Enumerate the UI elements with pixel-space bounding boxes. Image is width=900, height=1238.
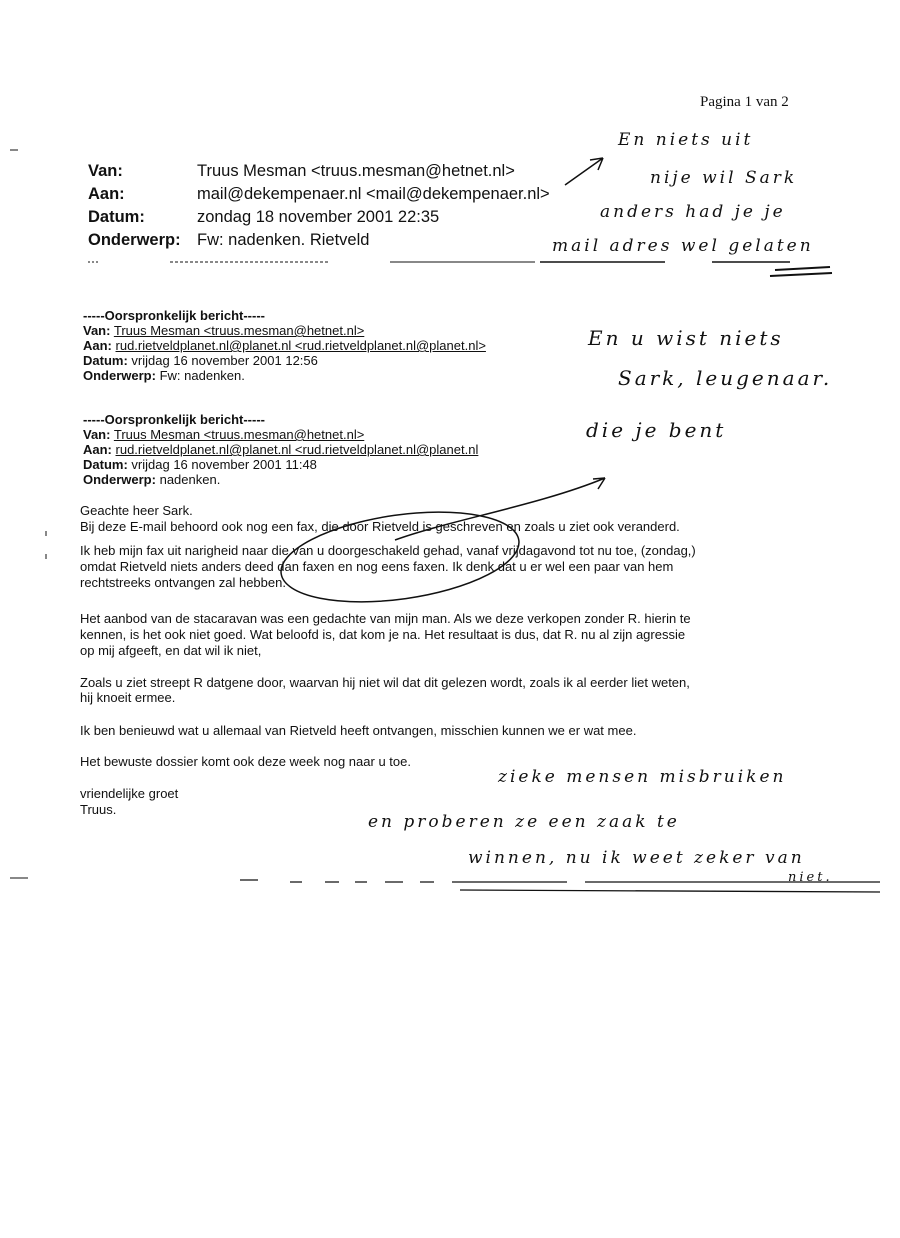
underline-mark xyxy=(775,267,830,270)
scan-line xyxy=(460,890,880,892)
body-line: kennen, is het ook niet goed. Wat beloofd is, dat kom je na. Het resultaat is dus, dat R. nu al zijn agressie xyxy=(80,627,686,642)
body-line: Bij deze E-mail behoord ook nog een fax, die door Rietveld is geschreven en zoals u ziet ook veranderd. xyxy=(80,519,680,534)
body-line: omdat Rietveld niets anders deed dan faxen en nog eens faxen. Ik denk dat u er wel een paar van hem xyxy=(80,559,674,574)
subject-value: nadenken. xyxy=(159,472,221,487)
to-value: rud.rietveldplanet.nl@planet.nl <rud.rietveldplanet.nl@planet.nl xyxy=(115,442,479,457)
subject-value: Fw: nadenken. Rietveld xyxy=(197,231,370,249)
to-label: Aan: xyxy=(88,185,125,203)
underline-mark xyxy=(770,273,832,276)
from-value: Truus Mesman <truus.mesman@hetnet.nl> xyxy=(113,323,365,338)
body-line: hij knoeit ermee. xyxy=(80,690,176,705)
to-value: rud.rietveldplanet.nl@planet.nl <rud.rietveldplanet.nl@planet.nl> xyxy=(115,338,486,353)
handwritten-note: en proberen ze een zaak te xyxy=(368,812,680,832)
date-label: Datum: xyxy=(83,457,128,472)
subject-label: Onderwerp: xyxy=(88,231,181,249)
body-line: vriendelijke groet xyxy=(80,786,179,801)
body-line: Ik ben benieuwd wat u allemaal van Rietveld heeft ontvangen, misschien kunnen we er wat mee. xyxy=(80,723,637,738)
forward-title: -----Oorspronkelijk bericht----- xyxy=(83,308,265,323)
date-label: Datum: xyxy=(88,208,145,226)
body-line: Het aanbod van de stacaravan was een gedachte van mijn man. Als we deze verkopen zonder R. hierin te xyxy=(80,611,691,626)
handwritten-note: winnen, nu ik weet zeker van xyxy=(468,848,805,868)
body-line: Zoals u ziet streept R datgene door, waarvan hij niet wil dat dit gelezen wordt, zoals ik al eerder liet weten, xyxy=(80,675,690,690)
arrow-icon xyxy=(395,478,605,540)
date-value: vrijdag 16 november 2001 12:56 xyxy=(131,353,318,368)
forward-title: -----Oorspronkelijk bericht----- xyxy=(83,412,265,427)
date-value: vrijdag 16 november 2001 11:48 xyxy=(131,457,317,472)
handwritten-note: anders had je je xyxy=(600,202,786,222)
subject-label: Onderwerp: xyxy=(83,472,156,487)
handwritten-note: En u wist niets xyxy=(588,326,784,350)
date-value: zondag 18 november 2001 22:35 xyxy=(197,208,440,226)
to-label: Aan: xyxy=(83,338,112,353)
from-label: Van: xyxy=(83,427,111,442)
scan-line xyxy=(240,880,880,882)
subject-value: Fw: nadenken. xyxy=(159,368,245,383)
body-line: rechtstreeks ontvangen zal hebben. xyxy=(80,575,286,590)
arrow-icon xyxy=(565,158,603,185)
body-line: Ik heb mijn fax uit narigheid naar die van u doorgeschakeld gehad, vanaf vrijdagavond tot nu toe, (zondag,) xyxy=(80,543,696,558)
body-line: op mij afgeeft, en dat wil ik niet, xyxy=(80,643,262,658)
handwritten-note: Sark, leugenaar. xyxy=(618,366,833,390)
page-number: Pagina 1 van 2 xyxy=(700,94,789,110)
from-label: Van: xyxy=(88,162,123,180)
circle-mark xyxy=(275,499,524,616)
handwritten-note: niet. xyxy=(788,870,833,885)
from-label: Van: xyxy=(83,323,111,338)
to-label: Aan: xyxy=(83,442,112,457)
handwritten-note: zieke mensen misbruiken xyxy=(498,767,787,787)
body-line: Het bewuste dossier komt ook deze week nog naar u toe. xyxy=(80,754,411,769)
handwritten-note: En niets uit xyxy=(618,130,754,150)
from-value: Truus Mesman <truus.mesman@hetnet.nl> xyxy=(113,427,365,442)
handwritten-note: mail adres wel gelaten xyxy=(552,236,814,256)
from-value: Truus Mesman <truus.mesman@hetnet.nl> xyxy=(197,162,515,180)
subject-label: Onderwerp: xyxy=(83,368,156,383)
body-line: Truus. xyxy=(80,802,117,817)
date-label: Datum: xyxy=(83,353,128,368)
handwritten-note: die je bent xyxy=(586,418,727,442)
handwritten-note: nije wil Sark xyxy=(650,168,798,188)
body-line: Geachte heer Sark. xyxy=(80,503,193,518)
to-value: mail@dekempenaer.nl <mail@dekempenaer.nl> xyxy=(197,185,550,203)
